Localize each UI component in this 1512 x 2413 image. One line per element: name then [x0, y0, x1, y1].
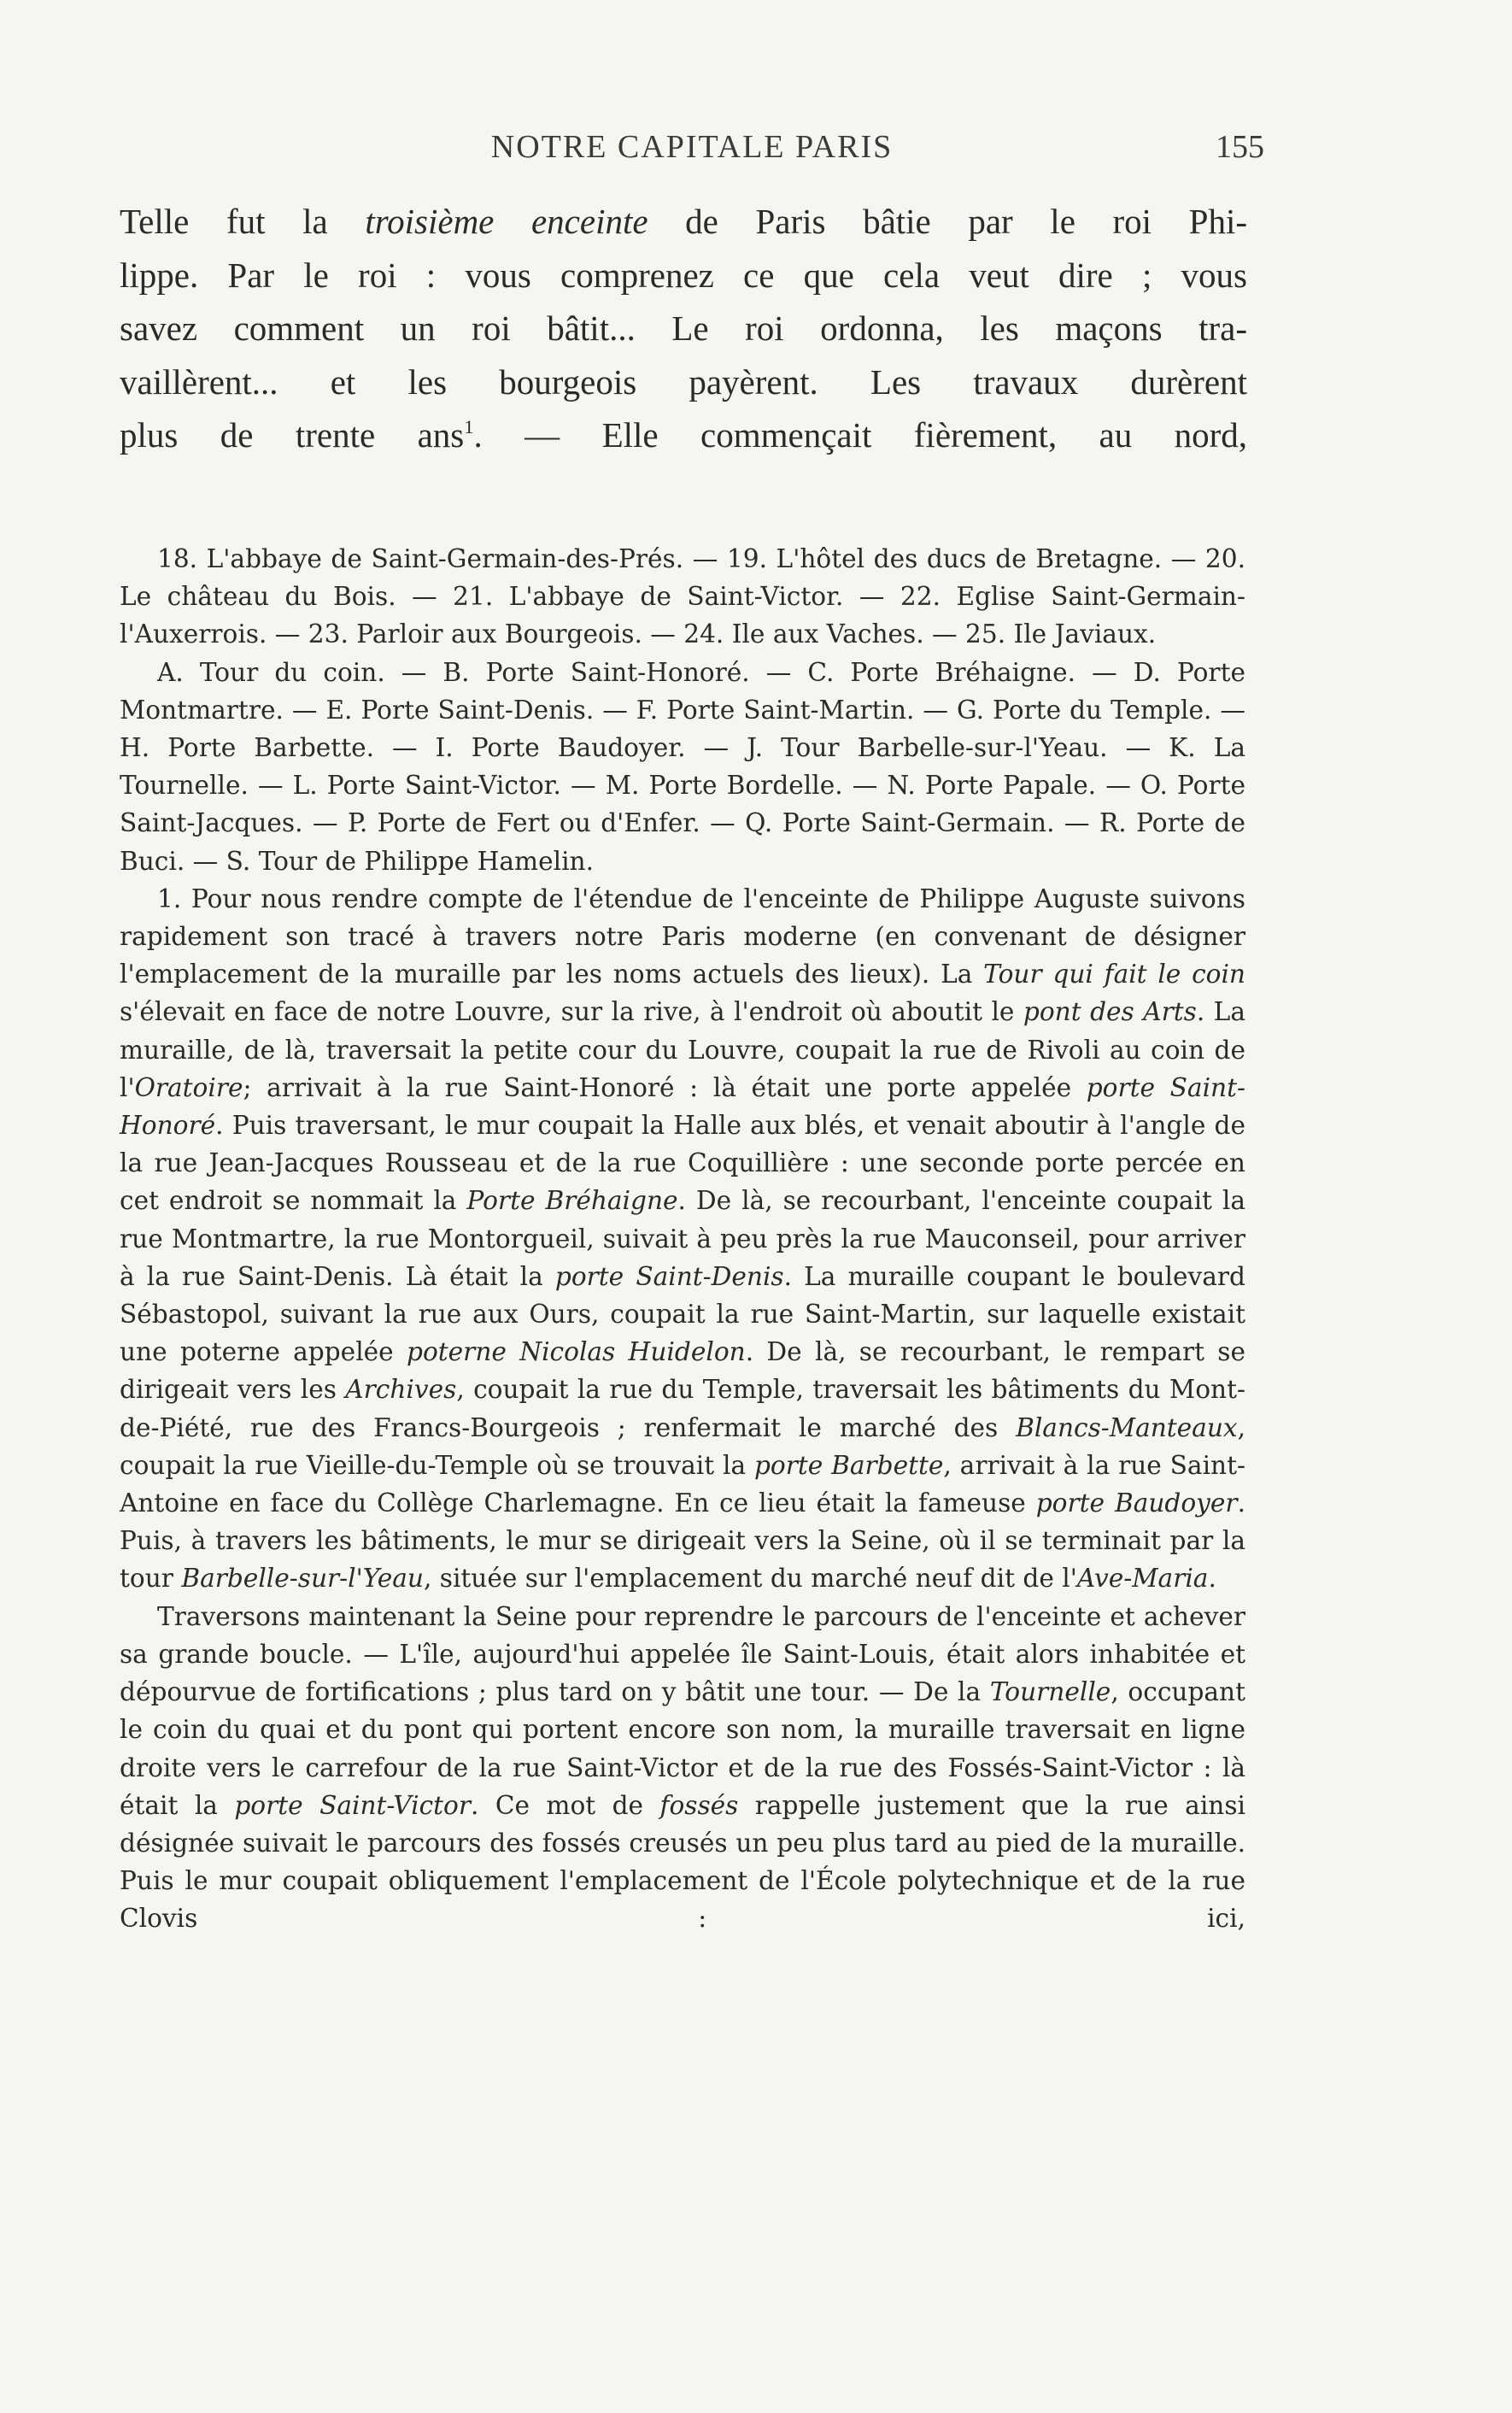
text-run: , coupait la rue Vieille-du-Temple où se trouvait la	[120, 1412, 1245, 1480]
italic-term: porte Baudoyer	[1035, 1488, 1238, 1518]
italic-term: Porte Bréhaigne	[466, 1186, 678, 1216]
page-number: 155	[1216, 129, 1264, 165]
italic-term: porte Saint-Honoré	[120, 1072, 1245, 1141]
main-text-line	[120, 195, 1247, 249]
notes-section	[120, 540, 1245, 1938]
main-text-line: savez comment un roi bâtit... Le roi ordonna, les maçons tra-	[120, 308, 1247, 348]
text-run: rappelle justement que la rue ainsi désignée suivait le parcours des fossés creusés un peu plus tard au pied de la muraille. Puis le mur coupait obliquement l'emplacement de l'École polytechnique et de la rue Clovis : ici,	[120, 1790, 1245, 1934]
text-run: ; arrivait à la rue Saint-Honoré : là était une porte appelée	[243, 1072, 1087, 1102]
text-run: .	[1208, 1564, 1216, 1594]
text-run: . La muraille coupant le boulevard Sébastopol, suivant la rue aux Ours, coupait la rue Saint-Martin, sur laquelle existait une poterne appelée	[120, 1261, 1245, 1367]
map-legend-letters: A. Tour du coin. — B. Porte Saint-Honoré. — C. Porte Bréhaigne. — D. Porte Montmartre. — E. Porte Saint-Denis. — F. Porte Saint-Martin. — G. Porte du Temple. — H. Porte Barbette. — I. Porte Baudoyer. — J. Tour Barbelle-sur-l'Yeau. — K. La Tournelle. — L. Porte Saint-Victor. — M. Porte Bordelle. — N. Porte Papale. — O. Porte Saint-Jacques. — P. Porte de Fert ou d'Enfer. — Q. Porte Saint-Germain. — R. Porte de Buci. — S. Tour de Philippe Hamelin.	[120, 657, 1245, 876]
italic-term: Tour qui fait le coin	[983, 960, 1245, 989]
footnote-ref: 1	[464, 416, 474, 438]
text-run: . De là, se recourbant, le rempart se dirigeait vers les	[120, 1337, 1245, 1405]
main-text	[120, 195, 1247, 462]
italic-term: Barbelle-sur-l'Yeau	[181, 1564, 424, 1594]
text-run: 1. Pour nous rendre compte de l'étendue de l'enceinte de Philippe Auguste suivons rapidement son tracé à travers notre Paris moderne (en convenant de désigner l'emplacement de la muraille par les noms actuels des lieux). La	[120, 884, 1245, 989]
text-run: , occupant le coin du quai et du pont qui portent encore son nom, la muraille traversait en ligne droite vers le carrefour de la rue Saint-Victor et de la rue des Fossés-Saint-Victor : là était la	[120, 1677, 1245, 1820]
italic-term: porte Barbette	[753, 1450, 944, 1480]
italic-term: Oratoire	[134, 1072, 243, 1102]
running-title: NOTRE CAPITALE PARIS	[490, 129, 894, 165]
text-run: . Puis traversant, le mur coupait la Halle aux blés, et venait aboutir à l'angle de la rue Jean-Jacques Rousseau et de la rue Coquillière : une seconde porte percée en cet endroit se nommait la	[120, 1111, 1245, 1216]
italic-term: pont des Arts	[1023, 997, 1197, 1027]
text-run: . De là, se recourbant, l'enceinte coupait la rue Montmartre, la rue Montorgueil, suivait à peu près la rue Mauconseil, pour arriver à la rue Saint-Denis. Là était la	[120, 1186, 1245, 1291]
main-text-line	[120, 408, 1247, 462]
italic-term: Ave-Maria	[1076, 1564, 1209, 1594]
text-run: . La muraille, de là, traversait la petite cour du Louvre, coupait la rue de Rivoli au coin de l'	[120, 997, 1245, 1102]
italic-term: fossés	[659, 1790, 739, 1820]
text-run: , arrivait à la rue Saint-Antoine en face du Collège Charlemagne. En ce lieu était la fameuse	[120, 1450, 1245, 1518]
text-run: Telle fut la	[120, 202, 366, 241]
text-run: . Ce mot de	[471, 1790, 660, 1820]
text-run: de Paris bâtie par le roi Phi-	[648, 202, 1247, 241]
italic-term: poterne Nicolas Huidelon	[407, 1337, 746, 1367]
footnote-1-continued	[120, 1598, 1245, 1938]
text-run: plus de trente ans	[120, 415, 465, 455]
italic-term: Tournelle	[989, 1677, 1111, 1707]
italic-term: porte Saint-Denis	[554, 1261, 784, 1291]
text-run: , située sur l'emplacement du marché neuf dit de l'	[423, 1564, 1077, 1594]
text-run: . Puis, à travers les bâtiments, le mur se dirigeait vers la Seine, où il se terminait par la tour	[120, 1488, 1245, 1594]
italic-term: troisième enceinte	[365, 202, 648, 241]
italic-term: porte Saint-Victor	[234, 1790, 472, 1820]
text-run: . — Elle commençait fièrement, au nord,	[473, 415, 1248, 455]
text-run: s'élevait en face de notre Louvre, sur la rive, à l'endroit où aboutit le	[120, 997, 1023, 1027]
text-run: , coupait la rue du Temple, traversait les bâtiments du Mont-de-Piété, rue des Francs-Bourgeois ; renfermait le marché des	[120, 1375, 1245, 1442]
main-text-line: vaillèrent... et les bourgeois payèrent. Les travaux durèrent	[120, 361, 1247, 402]
text-run: Traversons maintenant la Seine pour reprendre le parcours de l'enceinte et achever sa grande boucle. — L'île, aujourd'hui appelée île Saint-Louis, était alors inhabitée et dépourvue de fortifications ; plus tard on y bâtit une tour. — De la	[120, 1601, 1245, 1707]
italic-term: Blancs-Manteaux	[1016, 1412, 1238, 1442]
main-text-line: lippe. Par le roi : vous comprenez ce que cela veut dire ; vous	[120, 255, 1247, 295]
italic-term: Archives	[345, 1375, 457, 1405]
page-header	[120, 128, 1264, 179]
footnote-1	[120, 880, 1245, 1598]
map-legend-numbers: 18. L'abbaye de Saint-Germain-des-Prés. — 19. L'hôtel des ducs de Bretagne. — 20. Le château du Bois. — 21. L'abbaye de Saint-Victor. — 22. Eglise Saint-Germain-l'Auxerrois. — 23. Parloir aux Bourgeois. — 24. Ile aux Vaches. — 25. Ile Javiaux.	[120, 544, 1245, 649]
